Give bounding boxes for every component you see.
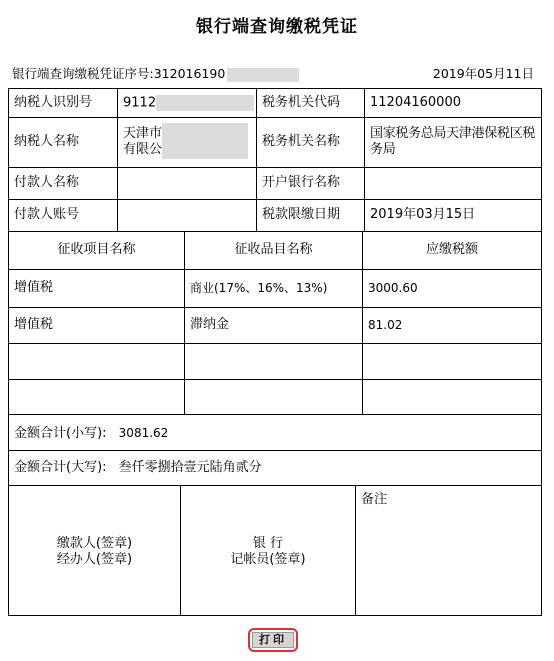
total-small-value: 3081.62 xyxy=(118,426,169,440)
total-big-value: 叁仟零捌拾壹元陆角贰分 xyxy=(118,460,262,475)
deadline-value: 2019年03月15日 xyxy=(370,207,476,222)
total-small-row xyxy=(14,425,168,442)
tax-office-code-label: 税务机关代码 xyxy=(262,95,341,110)
row-divider xyxy=(9,231,541,232)
voucher-serial-row xyxy=(12,64,544,82)
total-big-label: 金额合计(大写): xyxy=(14,460,107,475)
table-row-2-item: 增值税 xyxy=(14,317,54,332)
tax-voucher-table xyxy=(8,88,542,616)
redaction-block xyxy=(162,123,248,159)
taxpayer-name-line2: 有限公 xyxy=(123,142,163,157)
table-row-2-category: 滞纳金 xyxy=(190,317,230,332)
header-item-name: 征收项目名称 xyxy=(57,242,136,257)
tax-office-code-value: 11204160000 xyxy=(370,95,461,110)
row-divider xyxy=(9,199,541,200)
voucher-serial xyxy=(12,64,299,82)
taxpayer-id-value: 9112 xyxy=(123,95,157,111)
payer-signature-line1: 缴款人(签章) xyxy=(56,536,133,551)
table-row-1-item: 增值税 xyxy=(14,280,54,295)
row-divider xyxy=(9,269,541,270)
row-divider xyxy=(9,167,541,168)
voucher-serial-value: 312016190 xyxy=(153,66,226,81)
row-divider xyxy=(9,379,541,380)
row-divider xyxy=(9,450,541,451)
print-button[interactable] xyxy=(248,628,298,652)
payer-account-label: 付款人账号 xyxy=(14,207,80,222)
payer-signature-line2: 经办人(签章) xyxy=(56,552,133,567)
page-title: 银行端查询缴税凭证 xyxy=(196,17,358,37)
column-divider xyxy=(184,231,185,414)
remarks-label: 备注 xyxy=(361,492,388,507)
redaction-block xyxy=(227,68,299,82)
column-divider xyxy=(256,89,257,231)
tax-office-name-label: 税务机关名称 xyxy=(262,134,341,149)
bank-signature-line2: 记帐员(签章) xyxy=(230,552,306,567)
table-row-2-amount: 81.02 xyxy=(368,318,403,332)
row-divider xyxy=(9,343,541,344)
column-divider xyxy=(117,89,118,231)
total-small-label: 金额合计(小写): xyxy=(14,426,107,441)
voucher-serial-label: 银行端查询缴税凭证序号: xyxy=(12,66,154,81)
tax-office-name-value: 国家税务总局天津港保税区税务局 xyxy=(370,126,536,157)
taxpayer-name-label: 纳税人名称 xyxy=(14,134,80,149)
row-divider xyxy=(9,485,541,486)
row-divider xyxy=(9,307,541,308)
taxpayer-id-label: 纳税人识别号 xyxy=(14,95,93,110)
row-divider xyxy=(9,414,541,415)
table-row-1-category: 商业(17%、16%、13%) xyxy=(190,281,328,295)
header-category-name: 征收品目名称 xyxy=(234,242,313,257)
row-divider xyxy=(9,117,541,118)
payer-name-label: 付款人名称 xyxy=(14,175,80,190)
print-button-label: 打印 xyxy=(252,632,294,648)
taxpayer-id-field xyxy=(123,95,254,112)
deadline-label: 税款限缴日期 xyxy=(262,207,341,222)
redaction-block xyxy=(156,95,254,111)
bank-signature-line1: 银 行 xyxy=(252,536,284,551)
column-divider xyxy=(364,89,365,231)
column-divider xyxy=(355,485,356,615)
bank-name-label: 开户银行名称 xyxy=(262,175,341,190)
table-row-1-amount: 3000.60 xyxy=(368,281,418,295)
total-big-row xyxy=(14,460,262,476)
column-divider xyxy=(362,231,363,414)
voucher-date: 2019年05月11日 xyxy=(432,66,534,81)
header-tax-amount: 应缴税额 xyxy=(425,242,478,257)
taxpayer-name-line1: 天津市 xyxy=(123,126,163,141)
